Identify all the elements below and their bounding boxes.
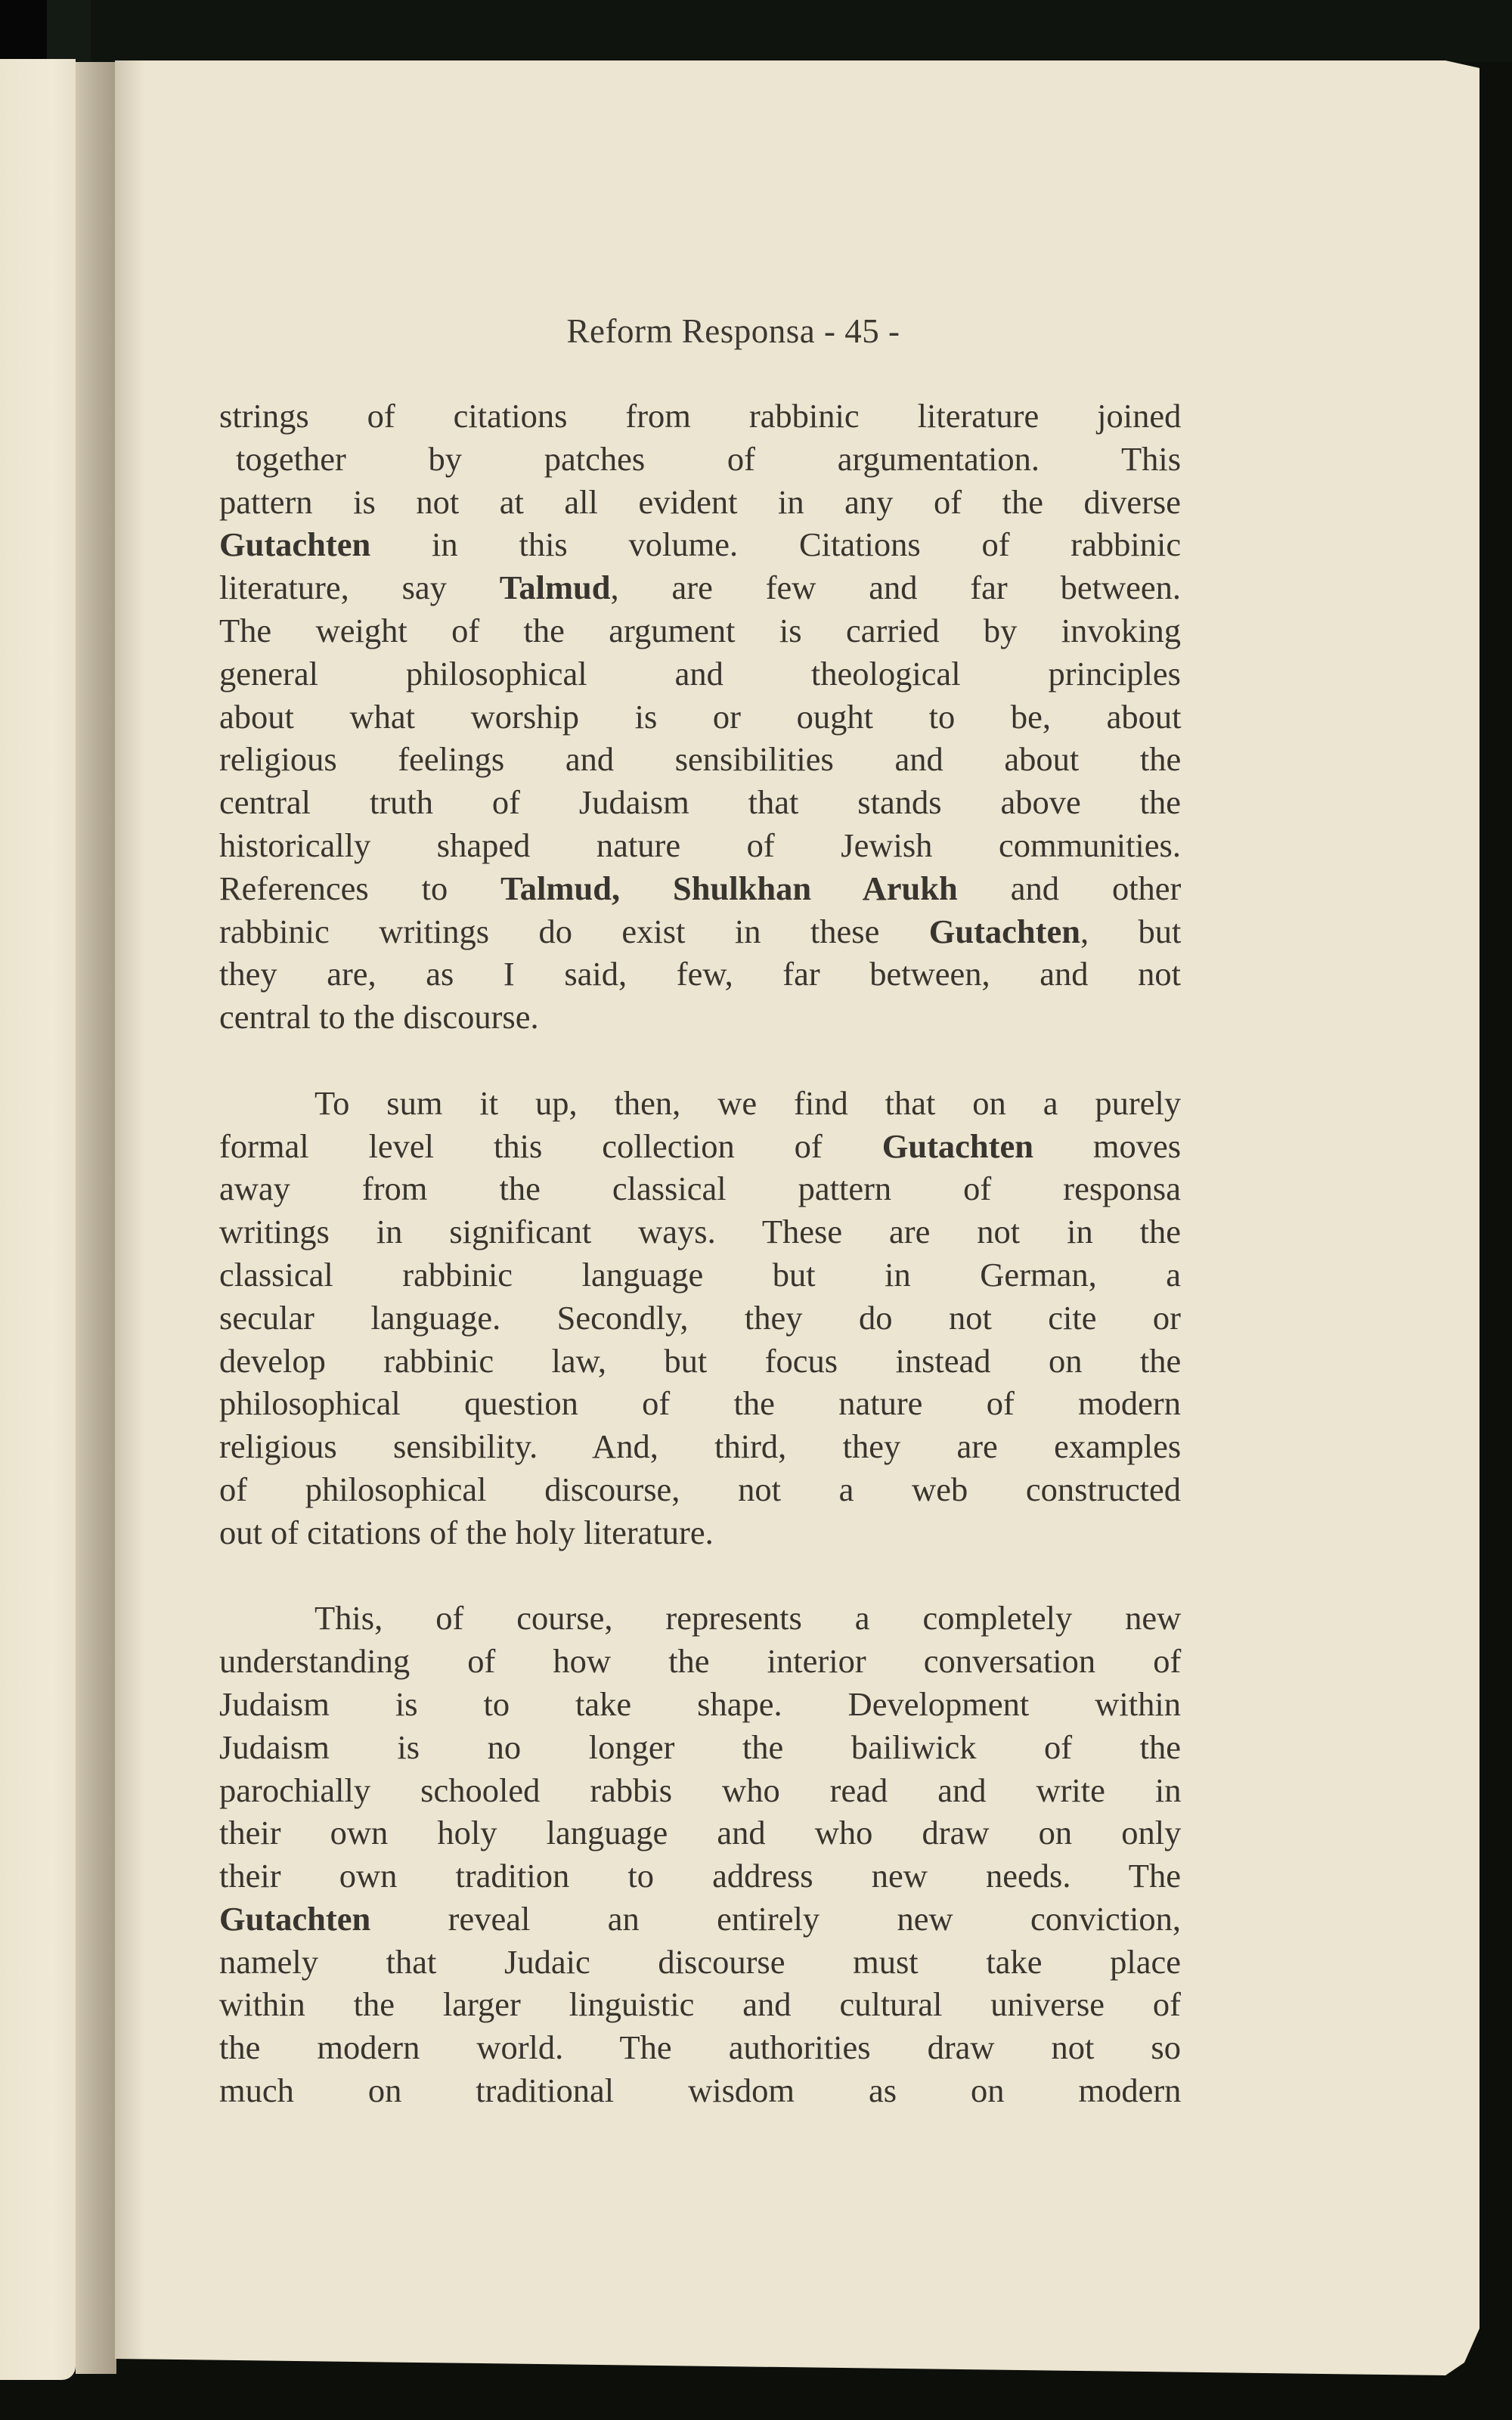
body-text	[219, 395, 1181, 2112]
text-run: central to the discourse.	[219, 998, 539, 1036]
text-line	[219, 1210, 1181, 1253]
paragraph	[219, 395, 1181, 1039]
text-run: religious feelings and sensibilities and about the	[219, 740, 1182, 779]
text-line	[219, 1082, 1181, 1125]
text-run: much on traditional wisdom as on modern	[219, 2071, 1182, 2110]
text-line	[219, 1597, 1181, 1640]
text-line	[219, 824, 1181, 867]
text-line	[219, 523, 1181, 566]
text-run: Judaism is no longer the bailiwick of the	[219, 1727, 1182, 1766]
bold-term: Gutachten	[881, 1126, 1033, 1165]
text-line	[219, 1769, 1181, 1812]
paragraph	[219, 1597, 1181, 2112]
text-run: rabbinic writings do exist in these	[219, 912, 929, 950]
text-run: literature, say	[219, 569, 500, 607]
text-line	[219, 1683, 1181, 1726]
text-line	[219, 1167, 1181, 1210]
text-line	[219, 867, 1181, 910]
text-line	[219, 1855, 1181, 1898]
text-line	[219, 1297, 1181, 1340]
text-line	[219, 953, 1181, 996]
text-run: References to	[219, 869, 501, 907]
text-line	[219, 395, 1181, 438]
running-head-text: Reform Responsa - 45 -	[566, 312, 900, 350]
text-line	[219, 438, 1181, 481]
text-line	[219, 566, 1181, 609]
text-run: moves	[1033, 1126, 1182, 1165]
bold-term: Talmud, Shulkhan Arukh	[500, 869, 958, 907]
bold-term: Gutachten	[219, 1899, 371, 1938]
text-line	[219, 1468, 1181, 1511]
text-line	[219, 1811, 1181, 1855]
text-run: classical rabbinic language but in German, a	[219, 1255, 1181, 1294]
book-gutter-shadow	[76, 62, 116, 2374]
bold-term: Gutachten	[219, 525, 371, 564]
text-line	[219, 2026, 1181, 2069]
facing-page-edge	[0, 59, 76, 2380]
bold-term: Gutachten	[928, 912, 1080, 950]
text-run: , but	[1080, 912, 1182, 950]
text-line	[219, 1511, 1181, 1554]
text-run: their own tradition to address new needs. The	[219, 1857, 1181, 1895]
text-line	[219, 1640, 1181, 1683]
text-run: To sum it up, then, we find that on a purely	[314, 1083, 1182, 1122]
text-run: their own holy language and who draw on only	[219, 1814, 1182, 1852]
text-line	[219, 781, 1181, 824]
running-head	[0, 311, 1512, 351]
text-run: within the larger linguistic and cultural universe of	[219, 1985, 1181, 2024]
text-run: religious sensibility. And, third, they are examples	[219, 1427, 1182, 1466]
text-run: general philosophical and theological principles	[219, 654, 1181, 693]
text-run: pattern is not at all evident in any of the diverse	[219, 482, 1181, 521]
text-line	[219, 696, 1181, 739]
text-run: central truth of Judaism that stands above the	[219, 783, 1181, 822]
bold-term: Talmud	[499, 569, 611, 607]
text-line	[219, 1340, 1181, 1383]
text-run: reveal an entirely new conviction,	[370, 1899, 1181, 1938]
text-line	[219, 1898, 1181, 1941]
text-line	[219, 481, 1181, 524]
text-line	[219, 1253, 1181, 1297]
text-run: of philosophical discourse, not a web constructed	[219, 1470, 1181, 1508]
text-run: The weight of the argument is carried by invoking	[219, 611, 1181, 649]
text-run: This, of course, represents a completely new	[314, 1599, 1182, 1638]
text-run: secular language. Secondly, they do not cite or	[219, 1298, 1181, 1337]
text-run: , are few and far between.	[610, 569, 1181, 607]
text-run: in this volume. Citations of rabbinic	[370, 525, 1182, 564]
text-run: strings of citations from rabbinic literature joined	[219, 397, 1182, 435]
text-line	[219, 910, 1181, 953]
text-line	[219, 1983, 1181, 2026]
text-run: about what worship is or ought to be, about	[219, 697, 1182, 736]
text-run: develop rabbinic law, but focus instead on the	[219, 1341, 1182, 1380]
text-line	[219, 652, 1181, 696]
text-run: historically shaped nature of Jewish communities.	[219, 826, 1181, 864]
scanner-backdrop-top	[0, 0, 1512, 62]
text-run: philosophical question of the nature of modern	[219, 1384, 1181, 1423]
paragraph	[219, 1082, 1181, 1554]
text-run: they are, as I said, few, far between, and not	[219, 955, 1181, 993]
text-run: together by patches of argumentation. This	[236, 439, 1182, 478]
text-run: namely that Judaic discourse must take place	[219, 1942, 1181, 1981]
text-run: writings in significant ways. These are not in the	[219, 1213, 1181, 1251]
text-line	[219, 1726, 1181, 1769]
text-line	[219, 1425, 1181, 1468]
text-line	[219, 738, 1181, 781]
text-line	[219, 996, 1181, 1039]
text-run: formal level this collection of	[219, 1126, 882, 1165]
text-run: and other	[957, 869, 1182, 907]
text-run: Judaism is to take shape. Development within	[219, 1684, 1181, 1723]
text-line	[219, 1125, 1181, 1168]
text-run: parochially schooled rabbis who read and write in	[219, 1771, 1182, 1809]
text-line	[219, 2069, 1181, 2112]
text-run: the modern world. The authorities draw not so	[219, 2028, 1181, 2067]
text-run: understanding of how the interior conversation of	[219, 1642, 1182, 1681]
text-run: away from the classical pattern of responsa	[219, 1170, 1181, 1208]
text-run: out of citations of the holy literature.	[219, 1513, 714, 1551]
text-line	[219, 609, 1181, 652]
text-line	[219, 1941, 1181, 1984]
text-line	[219, 1382, 1181, 1425]
